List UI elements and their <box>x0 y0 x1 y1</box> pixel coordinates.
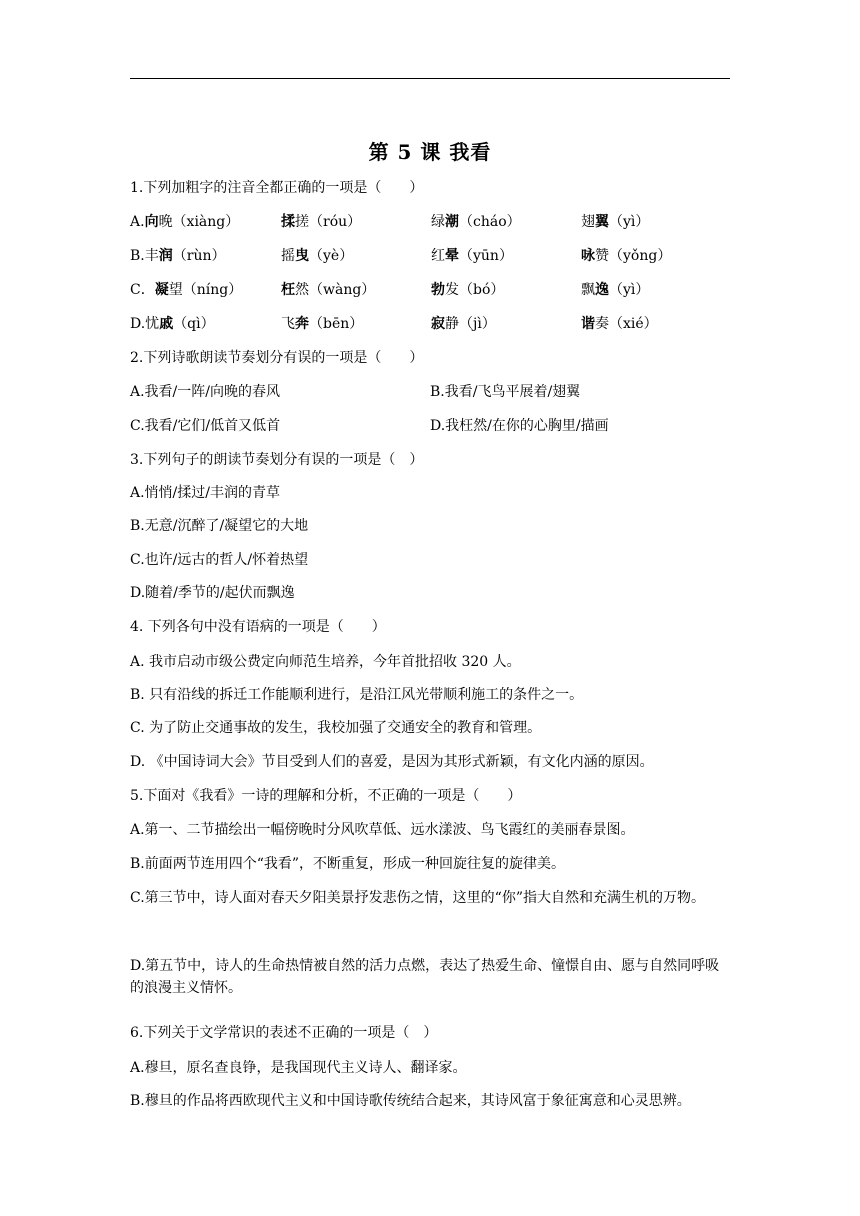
question-5-option-d: D.第五节中，诗人的生命热情被自然的活力点燃，表达了热爱生命、憧憬自由、愿与自然同呼吸的浪漫主义情怀。 <box>130 958 720 996</box>
question-4-option-d: D. 《中国诗词大会》节目受到人们的喜爱，是因为其形式新颖，有文化内涵的原因。 <box>130 754 654 770</box>
question-2-option-d: D.我枉然/在你的心胸里/描画 <box>430 418 609 434</box>
question-5-option-b: B.前面两节连用四个“我看”，不断重复，形成一种回旋往复的旋律美。 <box>130 856 566 872</box>
option-cell: D.忧戚（qì） <box>130 316 215 332</box>
option-cell: 飘逸（yì） <box>581 282 650 298</box>
header-rule <box>130 78 730 79</box>
question-1-stem: 1.下列加粗字的注音全都正确的一项是（ ） <box>130 180 424 196</box>
question-6-stem: 6.下列关于文学常识的表述不正确的一项是（ ） <box>130 1025 438 1041</box>
question-2-stem: 2.下列诗歌朗读节奏划分有误的一项是（ ） <box>130 350 424 366</box>
question-4-stem: 4. 下列各句中没有语病的一项是（ ） <box>130 619 386 635</box>
question-2-option-b: B.我看/飞鸟平展着/翅翼 <box>430 384 581 400</box>
question-2-option-a: A.我看/一阵/向晚的春风 <box>130 384 280 400</box>
option-cell: C．凝望（níng） <box>130 282 243 298</box>
question-3-option-b: B.无意/沉醉了/凝望它的大地 <box>130 518 309 534</box>
option-cell: 谐奏（xié） <box>581 316 658 332</box>
question-5-stem: 5.下面对《我看》一诗的理解和分析，不正确的一项是（ ） <box>130 788 522 804</box>
option-cell: 咏赞（yǒng） <box>581 248 672 264</box>
question-4-option-c: C. 为了防止交通事故的发生，我校加强了交通安全的教育和管理。 <box>130 720 542 736</box>
question-3-stem: 3.下列句子的朗读节奏划分有误的一项是（ ） <box>130 452 424 468</box>
option-cell: 红晕（yūn） <box>431 248 513 264</box>
question-5-option-a: A.第一、二节描绘出一幅傍晚时分风吹草低、远水漾波、鸟飞霞红的美丽春景图。 <box>130 822 635 838</box>
question-4-option-b: B. 只有沿线的拆迁工作能顺利进行，是沿江风光带顺利施工的条件之一。 <box>130 687 584 703</box>
question-4-option-a: A. 我市启动市级公费定向师范生培养，今年首批招收 320 人。 <box>130 654 521 670</box>
option-cell: 寂静（jì） <box>431 316 496 332</box>
question-3-option-c: C.也许/远古的哲人/怀着热望 <box>130 552 309 568</box>
option-cell: 勃发（bó） <box>431 282 505 298</box>
option-cell: 翅翼（yì） <box>581 214 650 230</box>
question-3-option-d: D.随着/季节的/起伏而飘逸 <box>130 585 295 601</box>
option-cell: 绿潮（cháo） <box>431 214 521 230</box>
option-cell: 揉搓（róu） <box>281 214 362 230</box>
option-cell: 枉然（wàng） <box>281 282 376 298</box>
question-2-option-c: C.我看/它们/低首又低首 <box>130 418 281 434</box>
option-cell: 飞奔（bēn） <box>281 316 364 332</box>
option-cell: B.丰润（rùn） <box>130 248 226 264</box>
question-5-option-c: C.第三节中，诗人面对春天夕阳美景抒发悲伤之情，这里的“你”指大自然和充满生机的万物。 <box>130 890 705 906</box>
question-6-option-b: B.穆旦的作品将西欧现代主义和中国诗歌传统结合起来，其诗风富于象征寓意和心灵思辨。 <box>130 1093 691 1109</box>
question-3-option-a: A.悄悄/揉过/丰润的青草 <box>130 485 280 501</box>
option-cell: 摇曳（yè） <box>281 248 354 264</box>
question-6-option-a: A.穆旦，原名查良铮，是我国现代主义诗人、翻译家。 <box>130 1060 467 1076</box>
option-cell: A.向晚（xiàng） <box>130 214 240 230</box>
page-title: 第 5 课 我看 <box>368 140 492 164</box>
